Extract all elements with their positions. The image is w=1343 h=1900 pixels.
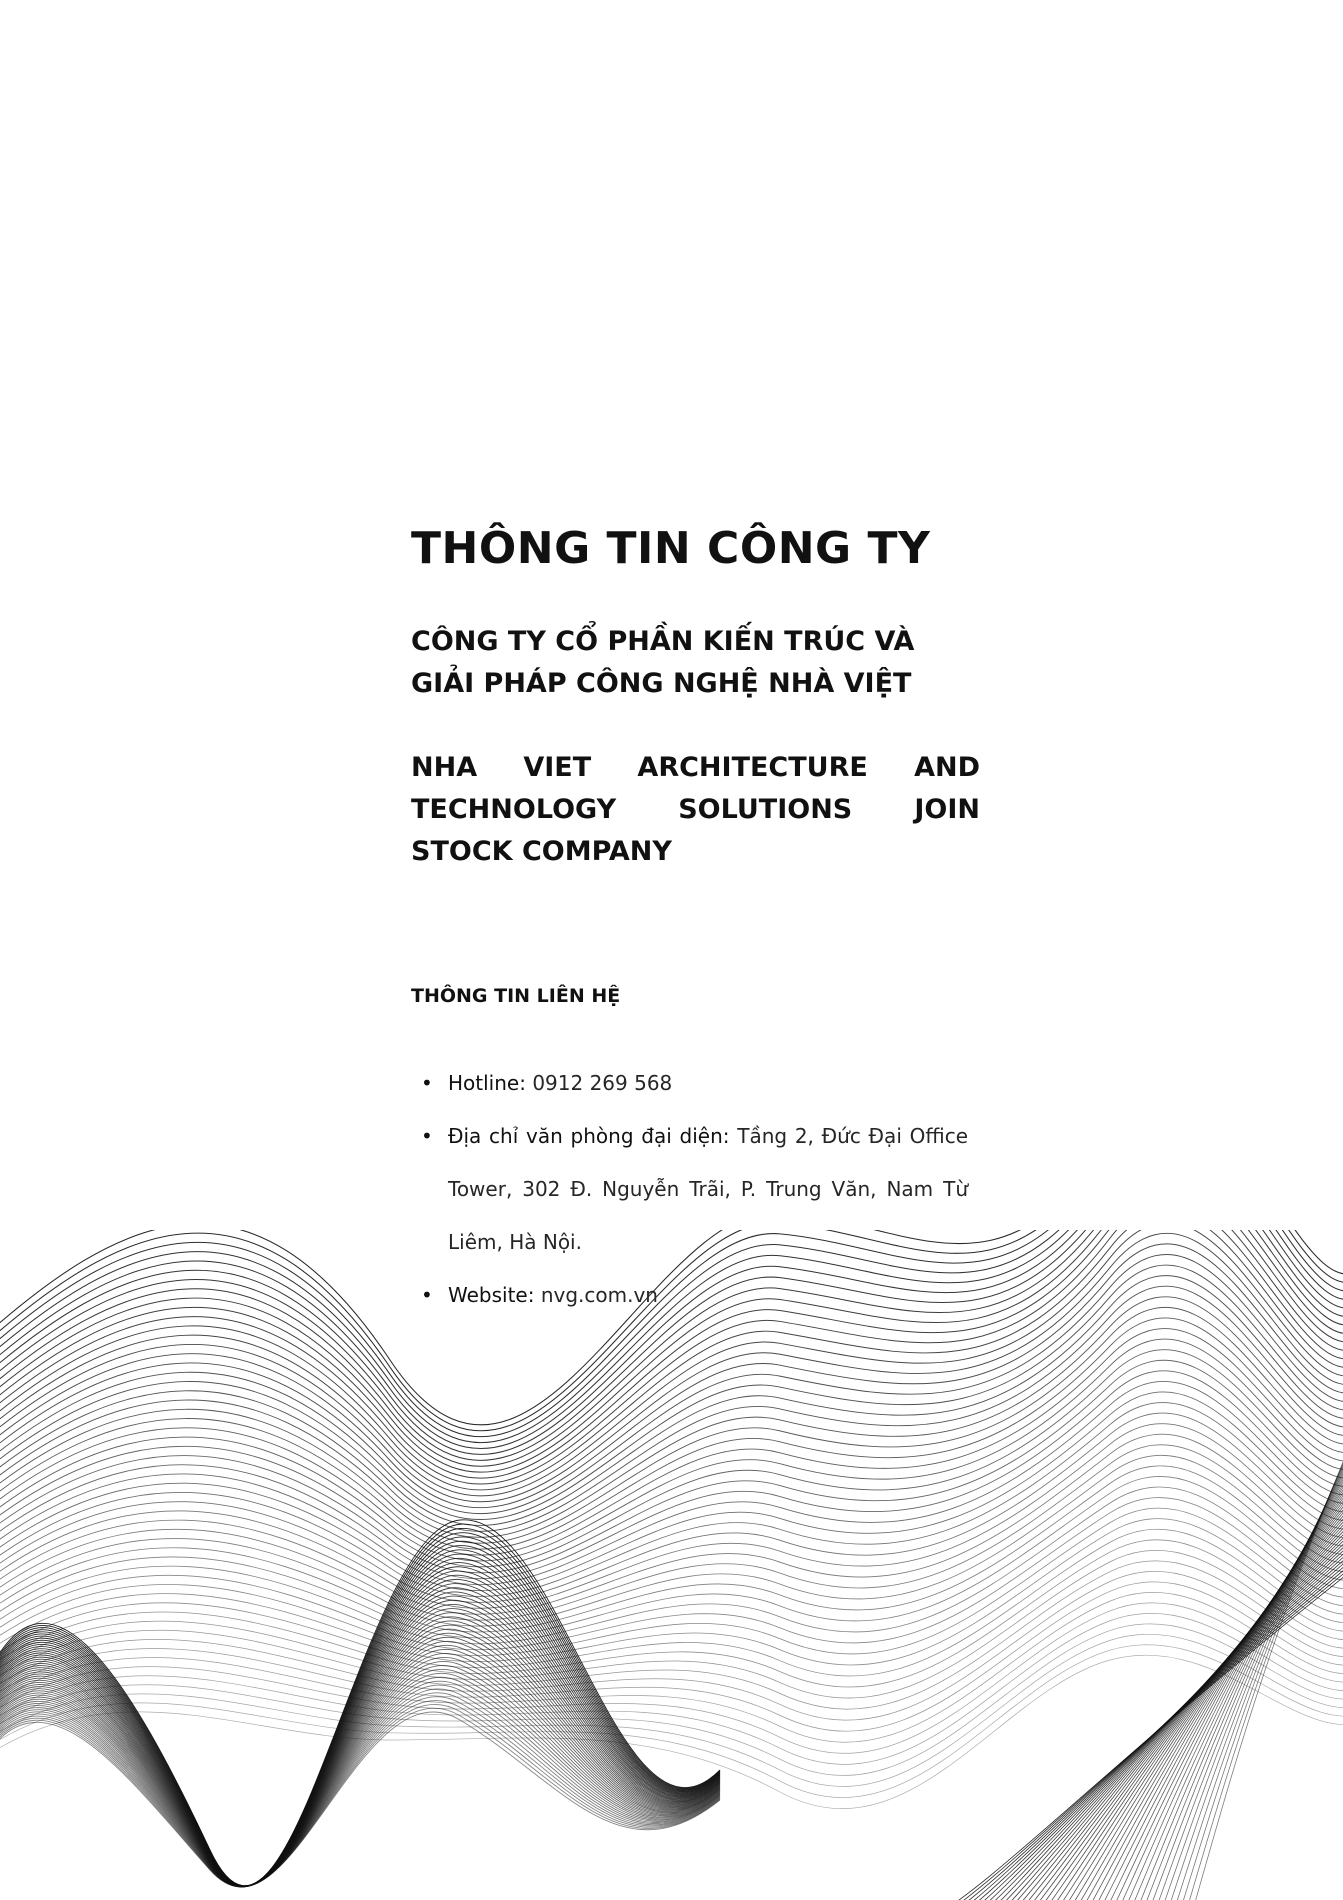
address-text-block: [448, 1110, 968, 1269]
hotline-item: [411, 1057, 980, 1110]
wave-line: [0, 1424, 1343, 1609]
wave-line: [0, 1434, 1343, 1614]
company-name-section: [411, 621, 980, 872]
company-name-english: NHA VIET ARCHITECTURE AND TECHNOLOGY SOLUTIONS JOIN STOCK COMPANY: [411, 752, 980, 867]
wave-line: [949, 1549, 1343, 1900]
wave-line: [0, 1392, 1343, 1591]
website-item: [411, 1269, 980, 1322]
wave-line: [1139, 1439, 1343, 1900]
contact-list: [411, 1057, 980, 1322]
wave-line: [1146, 1436, 1343, 1900]
wave-line: [0, 1381, 1343, 1584]
page-title: THÔNG TIN CÔNG TY: [411, 523, 931, 574]
wave-line: [0, 1592, 1343, 1742]
list-bullet-icon: •: [421, 1282, 433, 1307]
contact-heading: THÔNG TIN LIÊN HỆ: [411, 984, 621, 1007]
address-item: [411, 1110, 980, 1269]
wave-line: [0, 1603, 1343, 1753]
wave-line: [993, 1523, 1343, 1900]
hotline-label: Hotline:: [448, 1070, 526, 1095]
website-value: nvg.com.vn: [540, 1282, 658, 1307]
list-bullet-icon: •: [421, 1070, 433, 1095]
wave-line: [0, 1487, 1343, 1644]
wave-line: [0, 1613, 1343, 1764]
wave-line: [0, 1561, 1343, 1709]
abstract-wave-decoration: [0, 1230, 1343, 1900]
wave-line: [0, 1645, 1343, 1798]
wave-line: [0, 1582, 1343, 1731]
address-value: Tầng 2, Đức Đại Office Tower, 302 Đ. Nguyễn Trãi, P. Trung Văn, Nam Từ Liêm, Hà Nội.: [448, 1123, 968, 1254]
company-info-content: [411, 525, 980, 1322]
wave-line: [0, 1318, 1343, 1549]
website-label: Website:: [448, 1282, 535, 1307]
hotline-value: 0912 269 568: [532, 1070, 673, 1095]
address-label: Địa chỉ văn phòng đại diện:: [448, 1123, 730, 1148]
list-bullet-icon: •: [421, 1123, 433, 1148]
wave-lines-right: [930, 1410, 1343, 1900]
wave-line: [0, 1634, 1343, 1786]
wave-line: [1190, 1410, 1343, 1900]
company-name-vietnamese: CÔNG TY CỔ PHẦN KIẾN TRÚC VÀ GIẢI PHÁP CÔNG NGHỆ NHÀ VIỆT: [411, 626, 915, 700]
